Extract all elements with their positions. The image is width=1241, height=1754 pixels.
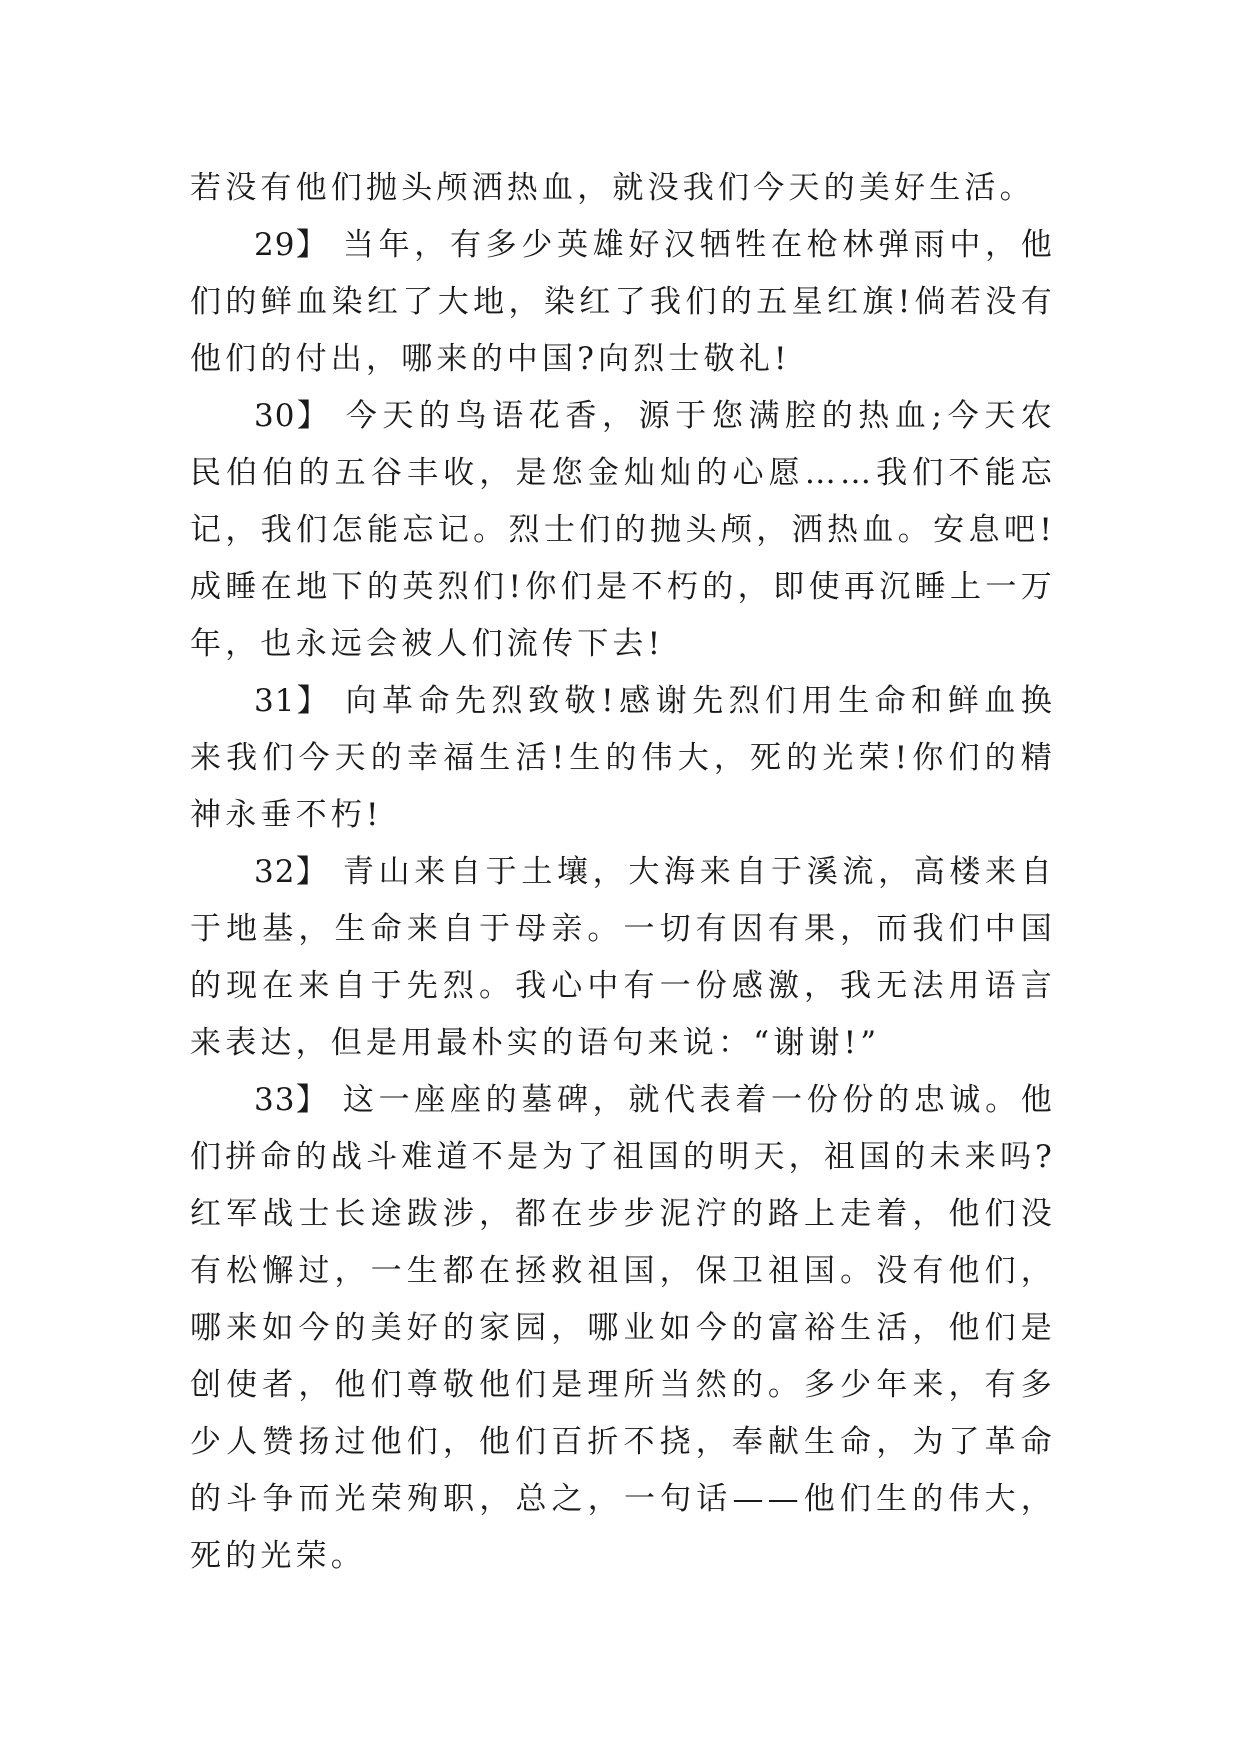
paragraph-continuation [190, 160, 1056, 217]
paragraph-32 [190, 844, 1056, 1072]
document-body [190, 160, 1056, 1585]
paragraph-text: 若没有他们抛头颅洒热血，就没我们今天的美好生活。 [190, 170, 1035, 206]
paragraph-text: 青山来自于土壤，大海来自于溪流，高楼来自于地基，生命来自于母亲。一切有因有果，而我们中国的现在来自于先烈。我心中有一份感激，我无法用语言来表达，但是用最朴实的语句来说：“谢谢!” [190, 854, 1056, 1061]
paragraph-31 [190, 673, 1056, 844]
paragraph-number: 29】 [254, 227, 329, 263]
paragraph-text: 这一座座的墓碑，就代表着一份份的忠诚。他们拼命的战斗难道不是为了祖国的明天，祖国的未来吗?红军战士长途跋涉，都在步步泥泞的路上走着，他们没有松懈过，一生都在拯救祖国，保卫祖国。没有他们，哪来如今的美好的家园，哪业如今的富裕生活，他们是创使者，他们尊敬他们是理所当然的。多少年来，有多少人赞扬过他们，他们百折不挠，奉献生命，为了革命的斗争而光荣殉职，总之，一句话——他们生的伟大，死的光荣。 [190, 1082, 1056, 1574]
paragraph-number: 30】 [254, 398, 331, 434]
paragraph-29 [190, 217, 1056, 388]
paragraph-text: 向革命先烈致敬!感谢先烈们用生命和鲜血换来我们今天的幸福生活!生的伟大，死的光荣!你们的精神永垂不朽! [190, 683, 1056, 833]
paragraph-30 [190, 388, 1056, 673]
paragraph-text: 当年，有多少英雄好汉牺牲在枪林弹雨中，他们的鲜血染红了大地，染红了我们的五星红旗!倘若没有他们的付出，哪来的中国?向烈士敬礼! [190, 227, 1056, 377]
paragraph-33 [190, 1072, 1056, 1585]
paragraph-text: 今天的鸟语花香，源于您满腔的热血;今天农民伯伯的五谷丰收，是您金灿灿的心愿……我们不能忘记，我们怎能忘记。烈士们的抛头颅，洒热血。安息吧!成睡在地下的英烈们!你们是不朽的，即使再沉睡上一万年，也永远会被人们流传下去! [190, 398, 1057, 662]
paragraph-number: 31】 [254, 683, 331, 719]
paragraph-number: 32】 [254, 854, 329, 890]
paragraph-number: 33】 [254, 1082, 329, 1118]
